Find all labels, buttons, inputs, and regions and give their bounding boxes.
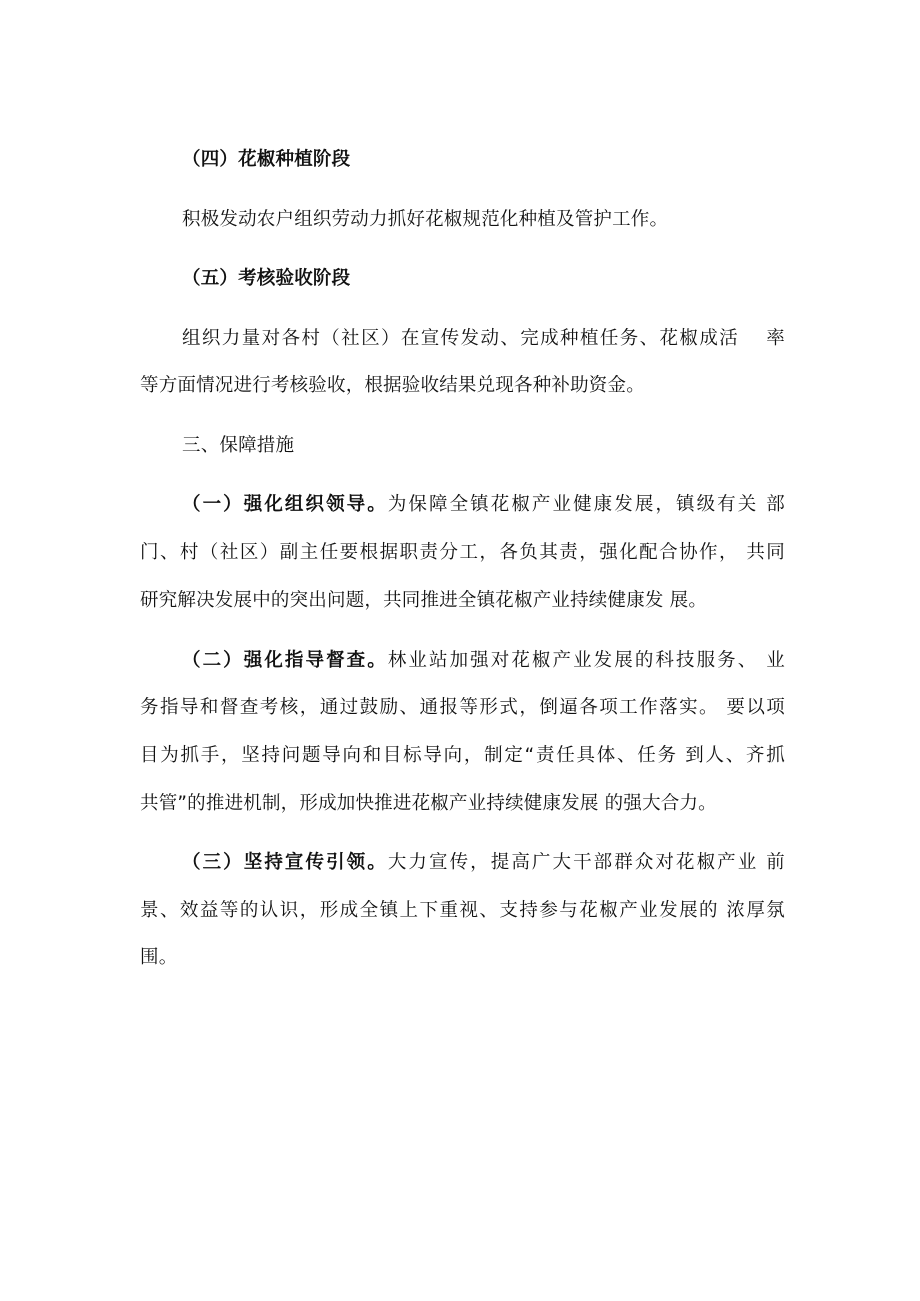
measure-1-line1 [182,492,785,518]
measure-2-line4: 共管”的推进机制，形成加快推进花椒产业持续健康发展 的强大合力。 [140,793,717,814]
measure-1-line3: 研究解决发展中的突出问题，共同推进全镇花椒产业持续健康发 展。 [140,590,708,611]
measure-3-title: （三）坚持宣传引领。 [182,852,388,873]
measure-1-title: （一）强化组织领导。 [182,494,388,515]
measure-2-line2: 务指导和督查考核，通过鼓励、通报等形式，倒逼各项工作落实。 要以项 [140,697,785,718]
part-heading-3: 三、保障措施 [182,435,295,456]
measure-3-line1 [182,850,785,876]
measure-2-line1 [182,648,785,674]
measure-3-line3: 围。 [140,947,178,968]
measure-1-line1-text: 为保障全镇花椒产业健康发展，镇级有关 部 [387,494,785,515]
section-heading-4: （四）花椒种植阶段 [182,149,351,170]
measure-1-line2: 门、村（社区）副主任要根据职责分工，各负其责，强化配合协作， 共同 [140,542,785,563]
section-body-4: 积极发动农户组织劳动力抓好花椒规范化种植及管护工作。 [182,209,669,230]
section-body-5-line1: 组织力量对各村（社区）在宣传发动、完成种植任务、花椒成活 率 [182,328,785,349]
measure-2-line1-text: 林业站加强对花椒产业发展的科技服务、 业 [387,650,785,671]
measure-2-line3: 目为抓手，坚持问题导向和目标导向，制定“责任具体、任务 到人、齐抓 [140,745,785,766]
section-body-5-line2: 等方面情况进行考核验收，根据验收结果兑现各种补助资金。 [140,375,645,396]
measure-3-line1-text: 大力宣传，提高广大干部群众对花椒产业 前 [387,852,785,873]
measure-3-line2: 景、效益等的认识，形成全镇上下重视、支持参与花椒产业发展的 浓厚氛 [140,900,785,921]
measure-2-title: （二）强化指导督查。 [182,650,388,671]
section-heading-5: （五）考核验收阶段 [182,268,351,289]
